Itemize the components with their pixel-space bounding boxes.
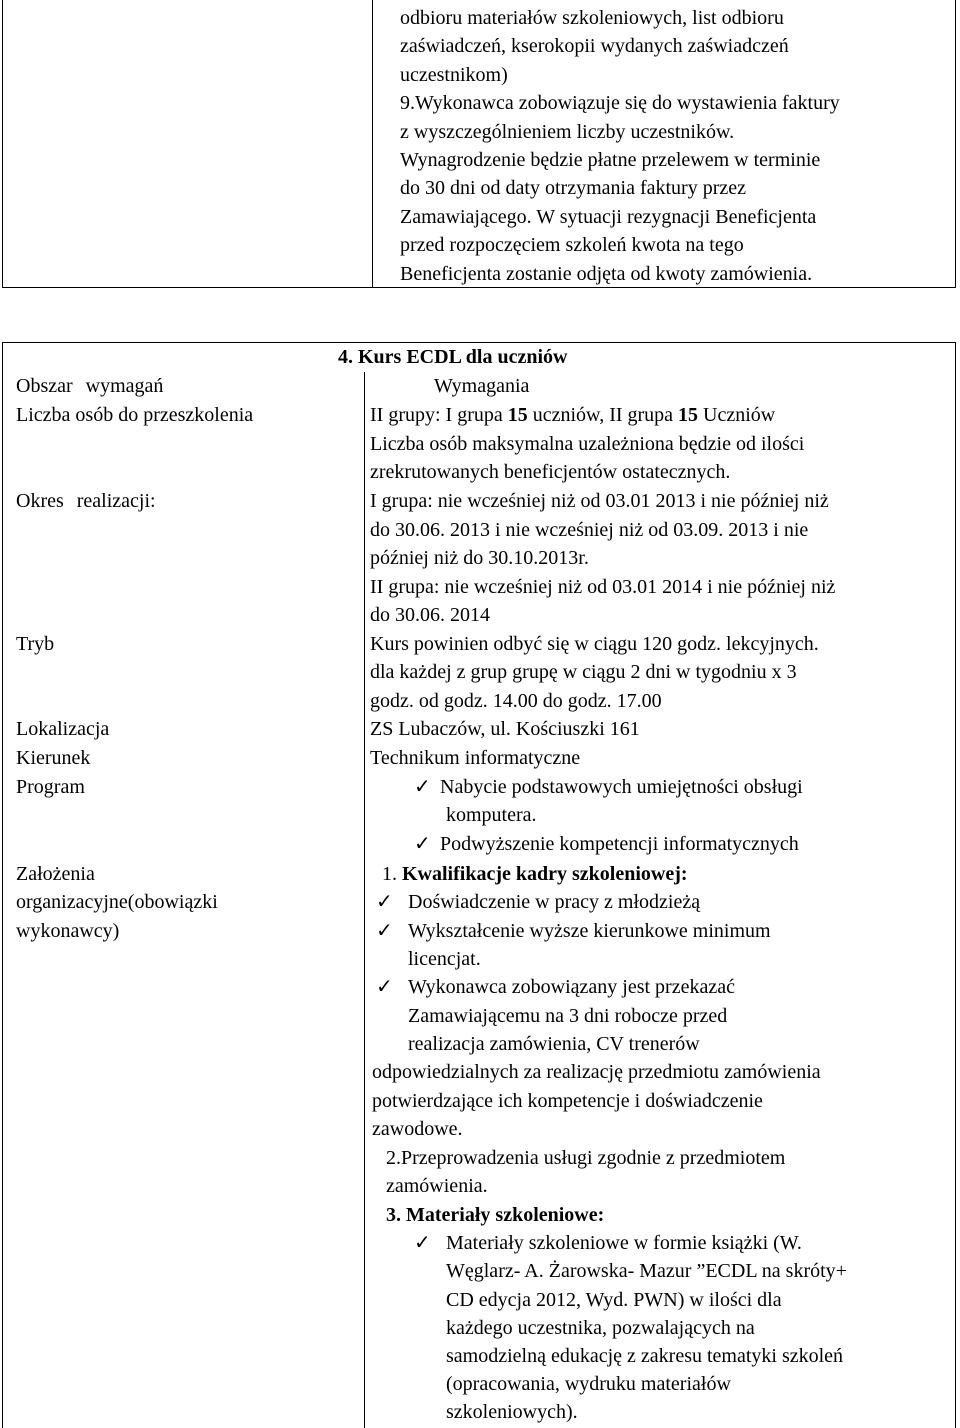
materialy-line: każdego uczestnika, pozwalających na (446, 1317, 755, 1339)
uslugi-heading: 2.Przeprowadzenia usługi zgodnie z przedmiotem (386, 1147, 786, 1169)
check-item: ✓ Wykształcenie wyższe kierunkowe minimum (376, 917, 771, 945)
tryb-line: dla każdej z grup grupę w ciągu 2 dni w tygodniu x 3 (370, 661, 797, 683)
tryb-line: Kurs powinien odbyć się w ciągu 120 godz. lekcyjnych. (370, 633, 819, 655)
check-icon: ✓ (414, 1232, 431, 1254)
label-liczba: Liczba osób do przeszkolenia (16, 404, 254, 426)
text-line: Wynagrodzenie będzie płatne przelewem w terminie (400, 149, 821, 172)
column-divider (364, 372, 365, 1428)
paragraph-line: zawodowe. (372, 1118, 463, 1140)
okres-line: I grupa: nie wcześniej niż od 03.01 2013 i nie później niż (370, 490, 829, 512)
column-divider (372, 0, 373, 287)
text-line: odbioru materiałów szkoleniowych, list odbioru (400, 7, 784, 29)
kierunek-value: Technikum informatyczne (370, 747, 581, 769)
liczba-line-2: Liczba osób maksymalna uzależniona będzie od ilości (370, 433, 805, 455)
check-item-cont: Zamawiającemu na 3 dni robocze przed (408, 1005, 728, 1027)
check-icon: ✓ (376, 891, 393, 913)
check-item: ✓ Wykonawca zobowiązany jest przekazać (376, 973, 735, 1001)
text-line: z wyszczególnieniem liczby uczestników. (400, 120, 735, 143)
label-kierunek: Kierunek (16, 747, 91, 769)
paragraph-line: potwierdzające ich kompetencje i doświadczenie (372, 1090, 763, 1112)
okres-line: II grupa: nie wcześniej niż od 03.01 2014 i nie później niż (370, 576, 836, 598)
lokalizacja-value: ZS Lubaczów, ul. Kościuszki 161 (370, 718, 640, 740)
check-icon: ✓ (414, 776, 431, 798)
text-line: zaświadczeń, kserokopii wydanych zaświadczeń (400, 35, 789, 58)
section-title: 4. Kurs ECDL dla uczniów (338, 346, 568, 368)
previous-table (2, 0, 956, 288)
paragraph-line: odpowiedzialnych za realizację przedmiotu zamówienia (372, 1061, 821, 1083)
label-zalozenia-1: Założenia (16, 863, 95, 885)
text-line: uczestnikom) (400, 63, 508, 86)
label-tryb: Tryb (16, 633, 55, 655)
text-line: przed rozpoczęciem szkoleń kwota na tego (400, 234, 744, 257)
check-item-cont: realizacja zamówienia, CV trenerów (408, 1033, 700, 1055)
check-item-cont: licencjat. (408, 948, 481, 970)
program-item-1-cont: komputera. (446, 804, 537, 826)
header-right: Wymagania (434, 375, 530, 397)
check-icon: ✓ (376, 920, 393, 942)
label-zalozenia-2: organizacyjne(obowiązki (16, 891, 218, 913)
text-line: Zamawiającego. W sytuacji rezygnacji Beneficjenta (400, 205, 817, 228)
tryb-line: godz. od godz. 14.00 do godz. 17.00 (370, 690, 662, 712)
materialy-item: ✓ Materiały szkoleniowe w formie książki (W. (414, 1229, 802, 1257)
liczba-line-3: zrekrutowanych beneficjentów ostatecznych. (370, 461, 731, 483)
liczba-line-1: II grupy: I grupa 15 uczniów, II grupa 15 Uczniów (370, 404, 776, 426)
materialy-line: Węglarz- A. Żarowska- Mazur ”ECDL na skróty+ (446, 1260, 847, 1282)
materialy-line: szkoleniowych). (446, 1401, 578, 1423)
check-icon: ✓ (414, 833, 431, 855)
materialy-line: (opracowania, wydruku materiałów (446, 1373, 731, 1395)
text-line: 9.Wykonawca zobowiązuje się do wystawienia faktury (400, 92, 840, 115)
uslugi-heading-cont: zamówienia. (386, 1175, 488, 1197)
okres-line: do 30.06. 2013 i nie wcześniej niż od 03.09. 2013 i nie (370, 519, 809, 541)
okres-line: później niż do 30.10.2013r. (370, 547, 589, 569)
materialy-heading: 3. Materiały szkoleniowe: (386, 1204, 605, 1226)
header-left: Obszar wymagań (16, 375, 164, 397)
label-lokalizacja: Lokalizacja (16, 718, 110, 740)
program-item-1: ✓ Nabycie podstawowych umiejętności obsługi (414, 773, 803, 801)
check-item: ✓ Doświadczenie w pracy z młodzieżą (376, 888, 700, 916)
check-icon: ✓ (376, 976, 393, 998)
program-item-2: ✓ Podwyższenie kompetencji informatycznych (414, 830, 799, 858)
label-okres: Okres realizacji: (16, 490, 156, 512)
label-zalozenia-3: wykonawcy) (16, 920, 120, 942)
materialy-line: CD edycja 2012, Wyd. PWN) w ilości dla (446, 1289, 782, 1311)
okres-line: do 30.06. 2014 (370, 604, 490, 626)
label-program: Program (16, 776, 85, 798)
materialy-line: samodzielną edukację z zakresu tematyki szkoleń (446, 1345, 844, 1367)
text-line: Beneficjenta zostanie odjęta od kwoty zamówienia. (400, 262, 813, 285)
top-cell-text (400, 4, 950, 288)
text-line: do 30 dni od daty otrzymania faktury przez (400, 177, 746, 200)
kwalifikacje-heading: 1. Kwalifikacje kadry szkoleniowej: (382, 863, 688, 885)
